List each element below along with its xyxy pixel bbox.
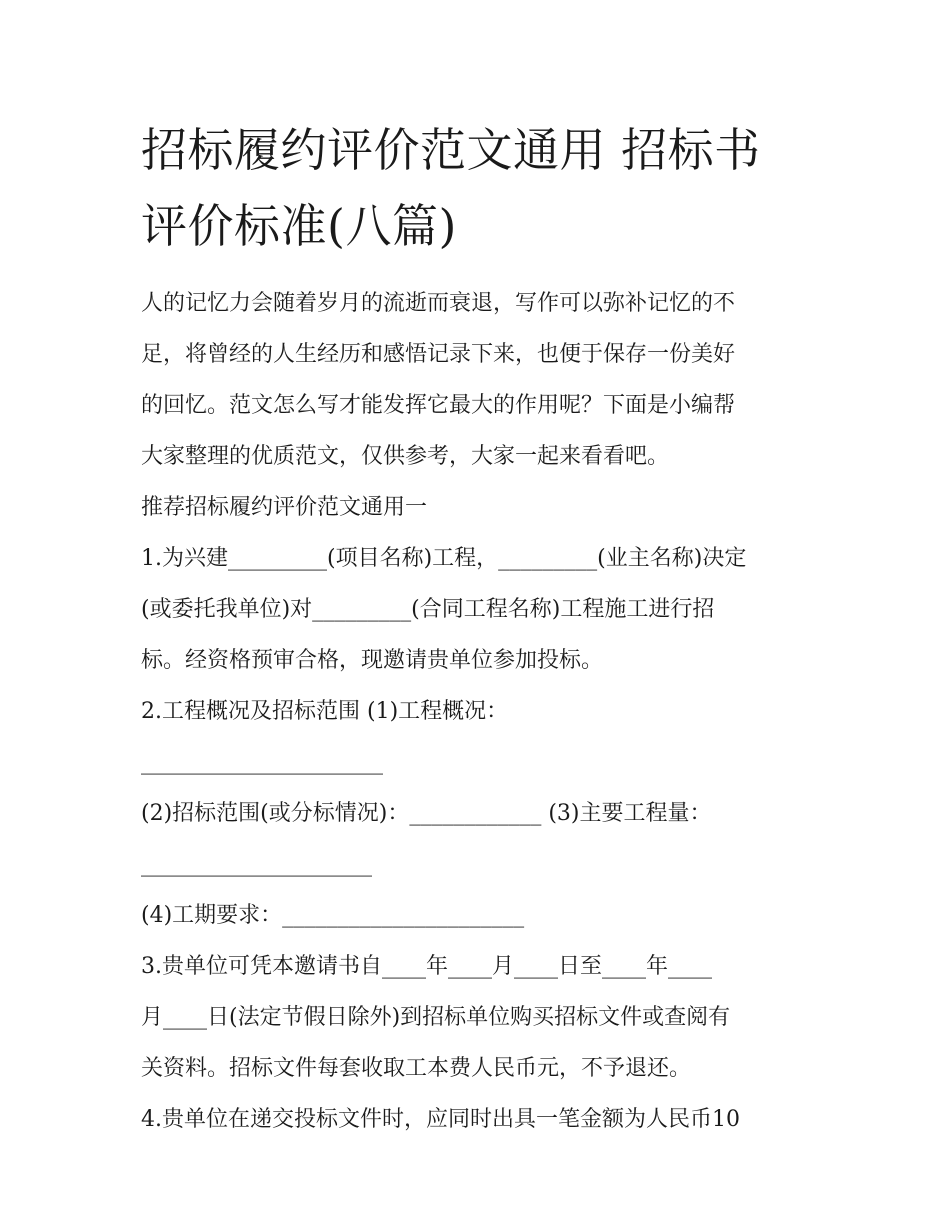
item-2-paragraph xyxy=(141,686,813,941)
item-1-line-1: 1.为兴建_________(项目名称)工程，_________(业主名称)决定 xyxy=(141,546,747,571)
item-3-line-3: 关资料。招标文件每套收取工本费人民币元，不予退还。 xyxy=(141,1056,692,1081)
item-4-line-1: 4.贵单位在递交投标文件时，应同时出具一笔金额为人民币10 xyxy=(141,1107,740,1132)
item-4-paragraph xyxy=(141,1094,813,1145)
item-1-line-2: (或委托我单位)对_________(合同工程名称)工程施工进行招 xyxy=(141,597,715,622)
item-1-line-3: 标。经资格预审合格，现邀请贵单位参加投标。 xyxy=(141,648,604,673)
document-page xyxy=(141,112,813,1145)
title-line-2: 评价标准(八篇) xyxy=(141,199,457,253)
section-heading xyxy=(141,482,813,533)
item-3-line-2: 月____日(法定节假日除外)到招标单位购买招标文件或查阅有 xyxy=(141,1005,731,1030)
intro-paragraph xyxy=(141,278,813,482)
intro-line-3: 的回忆。范文怎么写才能发挥它最大的作用呢？下面是小编帮 xyxy=(141,393,736,418)
section-heading-text: 推荐招标履约评价范文通用一 xyxy=(141,495,428,520)
item-3-paragraph xyxy=(141,941,813,1094)
item-2-line-5: (4)工期要求：______________________ xyxy=(141,903,525,928)
document-body xyxy=(141,278,813,1145)
item-2-line-1: 2.工程概况及招标范围 (1)工程概况： xyxy=(141,699,509,724)
document-title xyxy=(141,112,813,264)
item-3-line-1: 3.贵单位可凭本邀请书自____年____月____日至____年____ xyxy=(141,954,712,979)
intro-line-4: 大家整理的优质范文，仅供参考，大家一起来看看吧。 xyxy=(141,444,670,469)
item-1-paragraph xyxy=(141,533,813,686)
intro-line-2: 足，将曾经的人生经历和感悟记录下来，也便于保存一份美好 xyxy=(141,342,736,367)
item-2-line-4: _____________________ xyxy=(141,852,372,877)
item-2-line-2: ______________________ xyxy=(141,750,383,775)
item-2-line-3: (2)招标范围(或分标情况)：____________ (3)主要工程量： xyxy=(141,801,712,826)
intro-line-1: 人的记忆力会随着岁月的流逝而衰退，写作可以弥补记忆的不 xyxy=(141,291,736,316)
title-line-1: 招标履约评价范文通用 招标书 xyxy=(141,123,761,177)
